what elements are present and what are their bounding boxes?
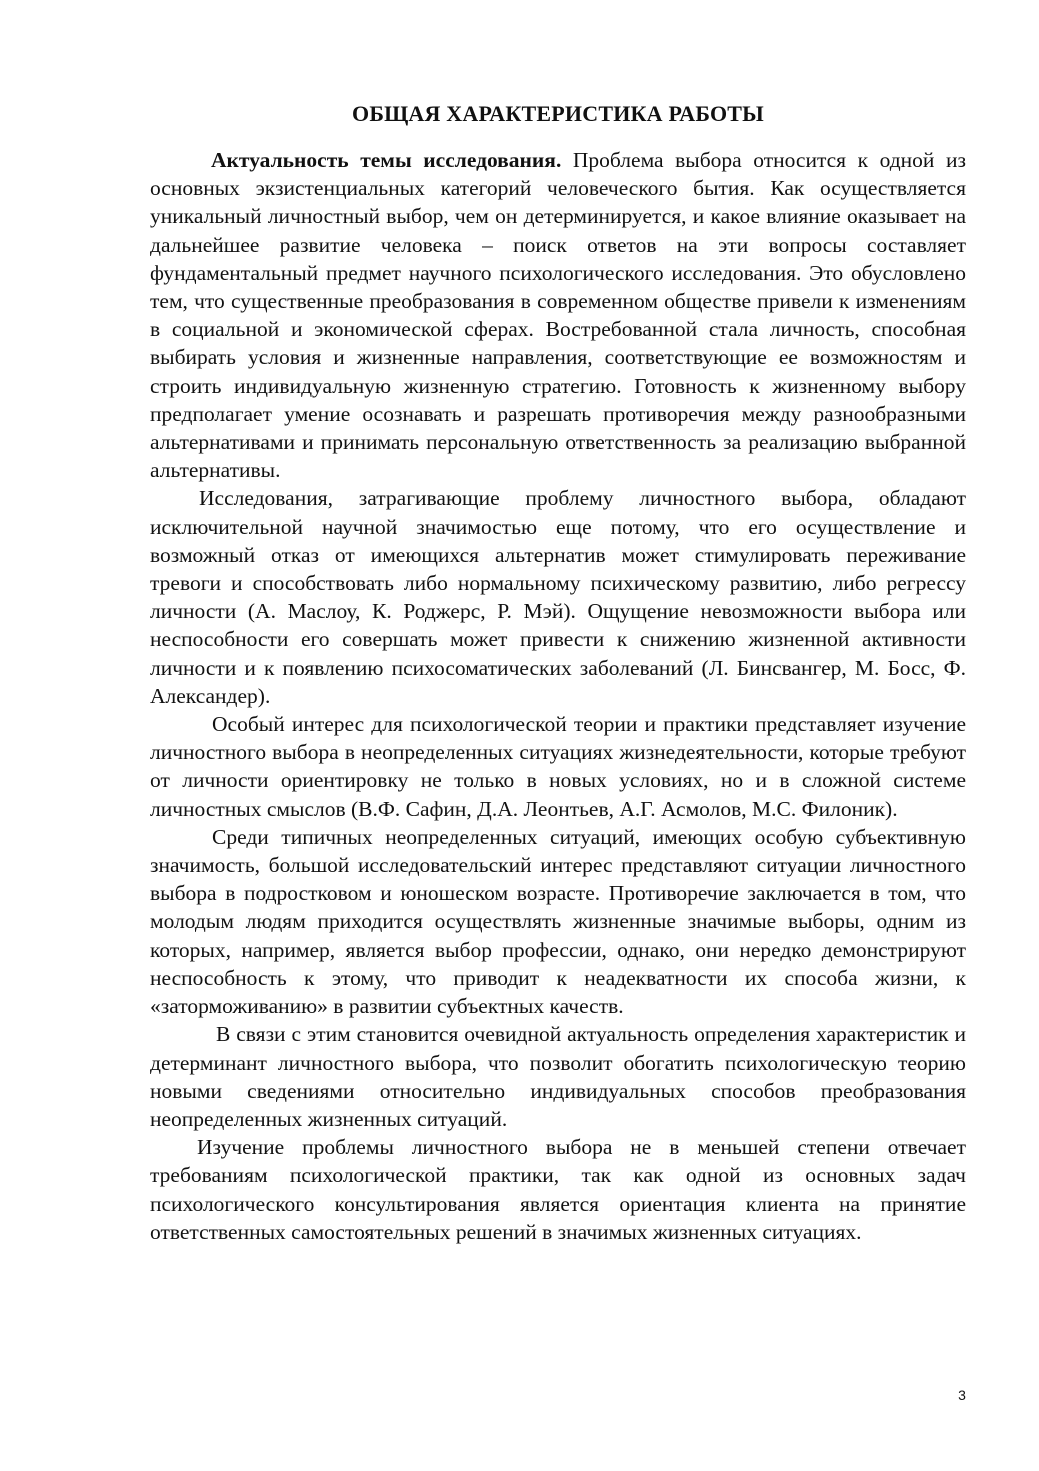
paragraph: В связи с этим становится очевидной актуальность определения характеристик и детерминант личностного выбора, что позволит обогатить психологическую теорию новыми сведениями относительно индивидуальных способов преобразования неопределенных жизненных ситуаций. — [150, 1022, 966, 1131]
paragraph: Исследования, затрагивающие проблему личностного выбора, обладают исключительной научной значимостью еще потому, что его осуществление и возможный отказ от имеющихся альтернатив может стимулировать переживание тревоги и способствовать либо нормальному психическому развитию, либо регрессу личности (А. Маслоу, К. Роджерс, Р. Мэй). Ощущение невозможности выбора или неспособности его совершать может привести к снижению жизненной активности личности и к появлению психосоматических заболеваний (Л. Бинсвангер, М. Босс, Ф. Александер). — [150, 486, 966, 708]
paragraph-lead-heading: Актуальность темы исследования. — [211, 148, 562, 172]
paragraph-text: Проблема выбора относится к одной из основных экзистенциальных категорий человеческого бытия. Как осуществляется уникальный личностный выбор, чем он детерминируется, и какое влияние оказывает на дальнейшее развитие человека – поиск ответов на эти вопросы составляет фундаментальный предмет научного психологического исследования. Это обусловлено тем, что существенные преобразования в современном обществе привели к изменениям в социальной и экономической сферах. Востребованной стала личность, способная выбирать условия и жизненные направления, соответствующие ее возможностям и строить индивидуальную жизненную стратегию. Готовность к жизненному выбору предполагает умение осознавать и разрешать противоречия между разнообразными альтернативами и принимать персональную ответственность за реализацию выбранной альтернативы. — [150, 148, 966, 483]
paragraph: Изучение проблемы личностного выбора не в меньшей степени отвечает требованиям психологической практики, так как одной из основных задач психологического консультирования является ориентация клиента на принятие ответственных самостоятельных решений в значимых жизненных ситуациях. — [150, 1135, 966, 1244]
paragraph: Особый интерес для психологической теории и практики представляет изучение личностного выбора в неопределенных ситуациях жизнедеятельности, которые требуют от личности ориентировку не только в новых условиях, но и в сложной системе личностных смыслов (В.Ф. Сафин, Д.А. Леонтьев, А.Г. Асмолов, М.С. Филоник). — [150, 712, 966, 821]
body-text — [150, 146, 966, 1246]
page-title: ОБЩАЯ ХАРАКТЕРИСТИКА РАБОТЫ — [352, 101, 764, 126]
paragraph-relevance — [150, 146, 966, 484]
paragraph: Среди типичных неопределенных ситуаций, имеющих особую субъективную значимость, большой исследовательский интерес представляют ситуации личностного выбора в подростковом и юношеском возрасте. Противоречие заключается в том, что молодым людям приходится осуществлять жизненные значимые выборы, одним из которых, например, является выбор профессии, однако, они нередко демонстрируют неспособность к этому, что приводит к неадекватности их способа жизни, к «заторможиванию» в развитии субъектных качеств. — [150, 824, 966, 1019]
page-number: 3 — [958, 1387, 966, 1403]
